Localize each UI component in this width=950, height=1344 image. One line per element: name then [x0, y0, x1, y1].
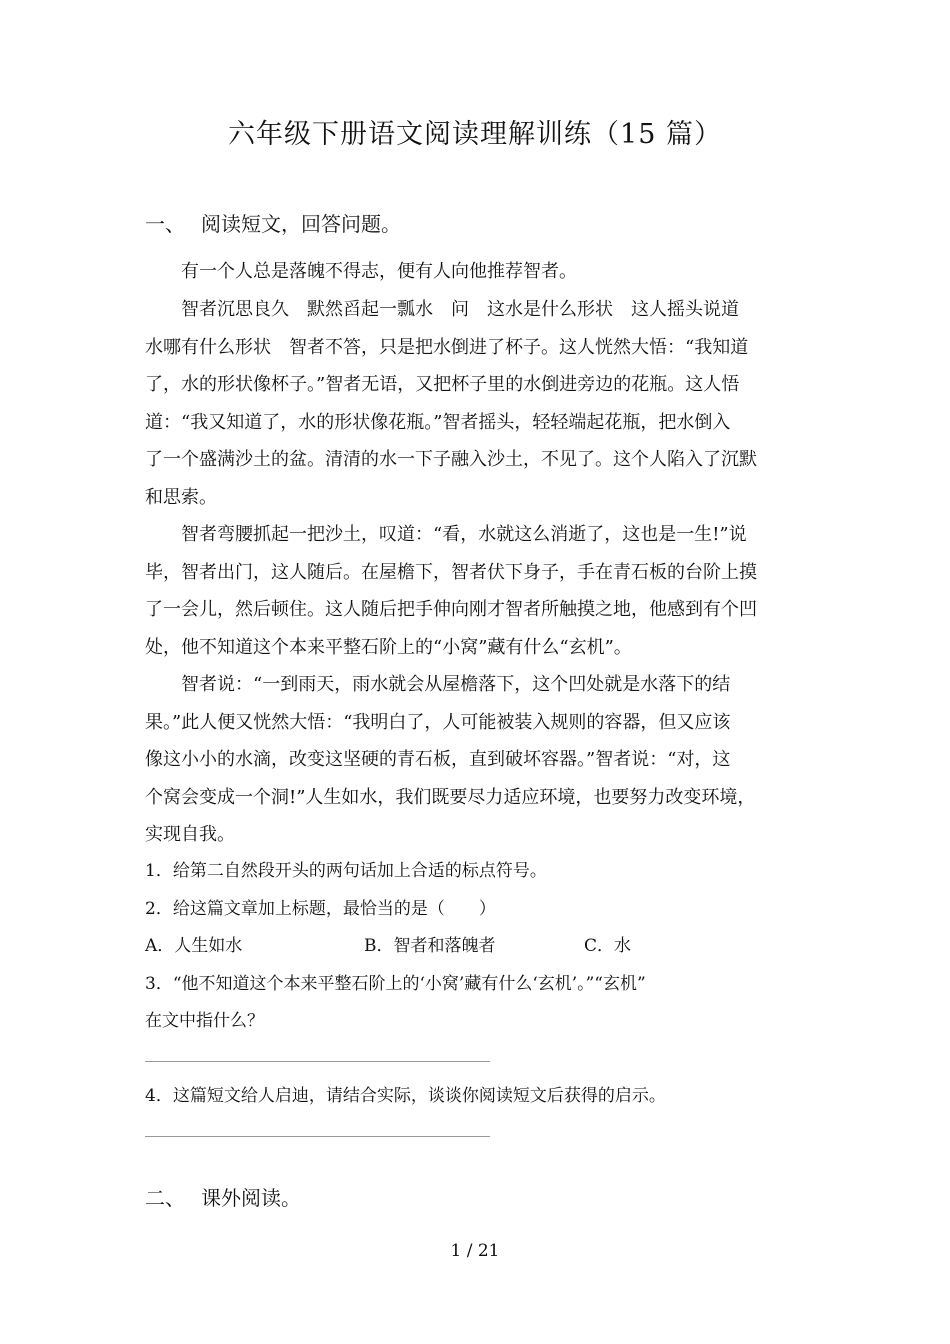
paragraph-4-line: 智者说：“一到雨天，雨水就会从屋檐落下，这个凹处就是水落下的结	[181, 674, 731, 695]
paragraph-1	[145, 253, 805, 291]
paragraph-4-line: 实现自我。	[145, 824, 235, 845]
section-2-number: 二、	[145, 1186, 185, 1210]
paragraph-2-line: 和思索。	[145, 486, 217, 508]
paragraph-2-line: 了一个盛满沙土的盆。清清的水一下子融入沙土，不见了。这个人陷入了沉默	[145, 449, 757, 470]
section-1-title: 阅读短文，回答问题。	[201, 212, 401, 236]
document-title: 六年级下册语文阅读理解训练（15 篇）	[228, 119, 722, 150]
section-2-title: 课外阅读。	[201, 1186, 301, 1210]
section-2-heading	[145, 1182, 301, 1211]
question-1: 1．给第二自然段开头的两句话加上合适的标点符号。	[145, 861, 547, 881]
paragraph-2-line: 水哪有什么形状 智者不答，只是把水倒进了杯子。这人恍然大悟：“我知道	[145, 336, 749, 358]
paragraph-3	[145, 516, 805, 666]
option-c[interactable]: C．水	[584, 936, 632, 956]
paragraph-3-line: 了一会儿，然后顿住。这人随后把手伸向刚才智者所触摸之地，他感到有个凹	[145, 599, 757, 620]
paragraph-2-line: 道：“我又知道了，水的形状像花瓶。”智者摇头，轻轻端起花瓶，把水倒入	[145, 411, 731, 433]
paragraph-2-line: 智者沉思良久 默然舀起一瓢水 问 这水是什么形状 这人摇头说道	[181, 299, 739, 320]
paragraph-2-line: 了，水的形状像杯子。”智者无语，又把杯子里的水倒进旁边的花瓶。这人悟	[145, 374, 740, 395]
paragraph-1-text: 有一个人总是落魄不得志，便有人向他推荐智者。	[181, 261, 577, 282]
question-2-options	[145, 931, 631, 956]
paragraph-4	[145, 666, 805, 854]
question-3-line-1: 3．“他不知道这个本来平整石阶上的‘小窝’藏有什么‘玄机’。”“玄机”	[145, 974, 646, 994]
section-1-heading	[145, 208, 401, 237]
paragraph-4-line: 果。”此人便又恍然大悟：“我明白了，人可能被装入规则的容器，但又应该	[145, 711, 731, 733]
answer-line-q4[interactable]	[145, 1136, 490, 1137]
paragraph-4-line: 个窝会变成一个洞!”人生如水，我们既要尽力适应环境，也要努力改变环境，	[145, 786, 756, 808]
answer-line-q3[interactable]	[145, 1061, 490, 1062]
paragraph-2	[145, 291, 805, 516]
paragraph-3-line: 处，他不知道这个本来平整石阶上的“小窝”藏有什么“玄机”。	[145, 636, 632, 658]
question-4: 4．这篇短文给人启迪，请结合实际，谈谈你阅读短文后获得的启示。	[145, 1086, 666, 1106]
paragraph-4-line: 像这小小的水滴，改变这坚硬的青石板，直到破坏容器。”智者说：“对，这	[145, 749, 731, 770]
question-3-line-2: 在文中指什么？	[145, 1011, 264, 1031]
paragraph-3-line: 毕，智者出门，这人随后。在屋檐下，智者伏下身子，手在青石板的台阶上摸	[145, 561, 757, 583]
question-2: 2．给这篇文章加上标题，最恰当的是（ ）	[145, 899, 496, 919]
section-1-number: 一、	[145, 212, 185, 236]
page-number: 1 / 21	[450, 1241, 500, 1261]
option-a[interactable]: A．人生如水	[145, 936, 243, 956]
option-b[interactable]: B．智者和落魄者	[364, 936, 496, 956]
paragraph-3-line: 智者弯腰抓起一把沙土，叹道：“看，水就这么消逝了，这也是一生!”说	[181, 524, 747, 545]
